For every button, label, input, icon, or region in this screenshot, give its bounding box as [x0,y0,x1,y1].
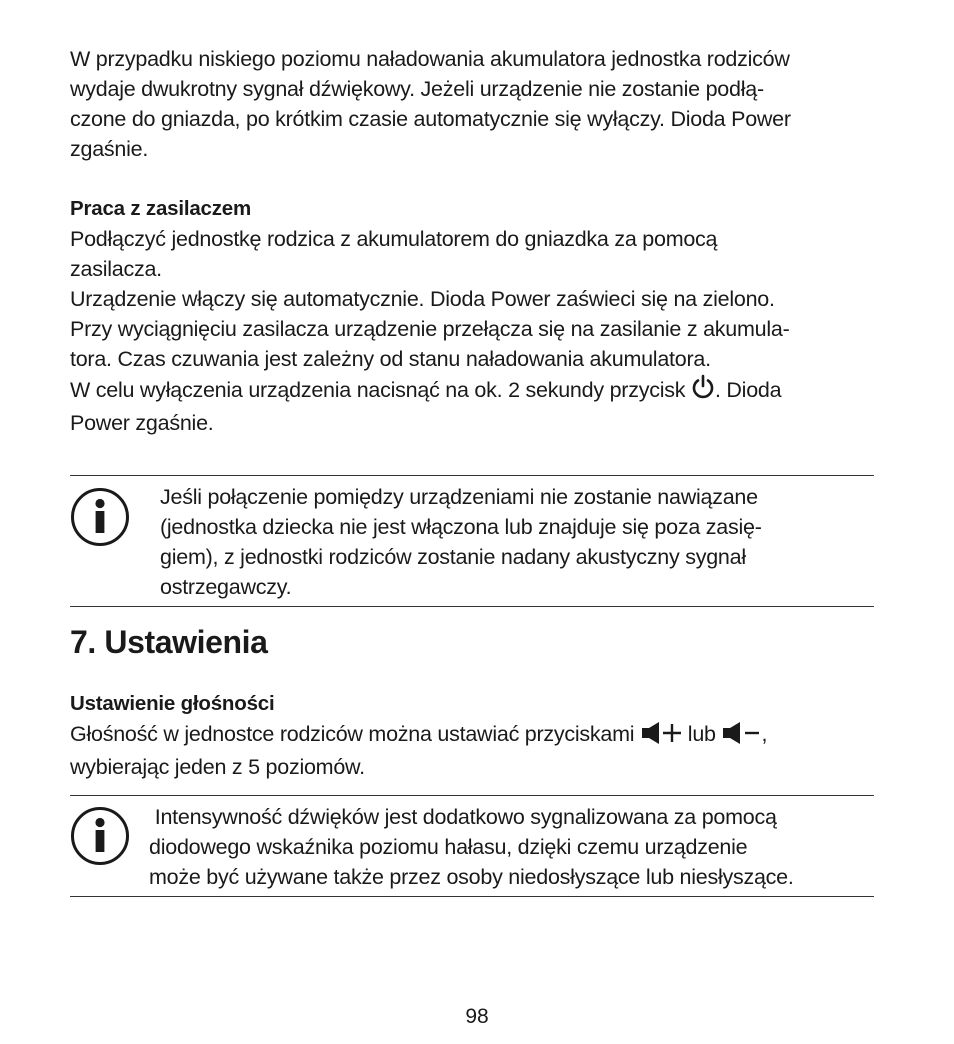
note-line: może być używane także przez osoby niedosłyszące lub niesłyszące. [149,865,794,889]
volume-heading: Ustawienie głośności [70,692,275,715]
note-line: Intensywność dźwięków jest dodatkowo sygnalizowana za pomocą [149,805,777,829]
volume-line: wybierając jeden z 5 poziomów. [70,755,365,779]
power-section-body [70,224,882,438]
power-line: tora. Czas czuwania jest zależny od stanu naładowania akumulatora. [70,347,711,371]
switch-off-text: W celu wyłączenia urządzenia nacisnąć na ok. 2 sekundy przycisk [70,378,691,402]
intro-line: wydaje dwukrotny sygnał dźwiękowy. Jeżeli urządzenie nie zostanie podłą- [70,77,764,101]
power-icon [691,374,715,408]
volume-line [70,719,882,752]
note-line: diodowego wskaźnika poziomu hałasu, dzięki czemu urządzenie [149,835,748,859]
volume-down-icon [721,722,761,752]
note-line: giem), z jednostki rodziców zostanie nadany akustyczny sygnał [160,545,746,569]
power-line: Urządzenie włączy się automatycznie. Dioda Power zaświeci się na zielono. [70,287,775,311]
manual-page [70,44,882,897]
volume-text-or: lub [682,722,722,746]
note-line: Jeśli połączenie pomiędzy urządzeniami nie zostanie nawiązane [160,485,758,509]
note-line: (jednostka dziecka nie jest włączona lub znajduje się poza zasię- [160,515,762,539]
info-note [70,795,874,897]
power-line: Przy wyciągnięciu zasilacza urządzenie przełącza się na zasilanie z akumula- [70,317,790,341]
info-icon [70,487,130,547]
page-number: 98 [465,1005,489,1028]
intro-line: czone do gniazda, po krótkim czasie automatycznie się wyłączy. Dioda Power [70,107,791,131]
volume-up-icon [640,722,682,752]
note-line: ostrzegawczy. [160,575,292,599]
intro-paragraph [70,44,882,164]
switch-off-line [70,374,882,408]
info-note [70,475,874,607]
intro-line: W przypadku niskiego poziomu naładowania akumulatora jednostka rodziców [70,47,790,71]
intro-line: zgaśnie. [70,137,149,161]
power-line: Podłączyć jednostkę rodzica z akumulatorem do gniazdka za pomocą [70,227,718,251]
power-section-heading: Praca z zasilaczem [70,197,252,220]
switch-off-text-end: . Dioda [714,378,782,402]
power-line: zasilacza. [70,257,162,281]
section-title: 7. Ustawienia [70,624,268,660]
volume-text-end: , [761,722,768,746]
power-line: Power zgaśnie. [70,411,214,435]
volume-text: Głośność w jednostce rodziców można ustawiać przyciskami [70,722,641,746]
info-icon [70,806,130,866]
